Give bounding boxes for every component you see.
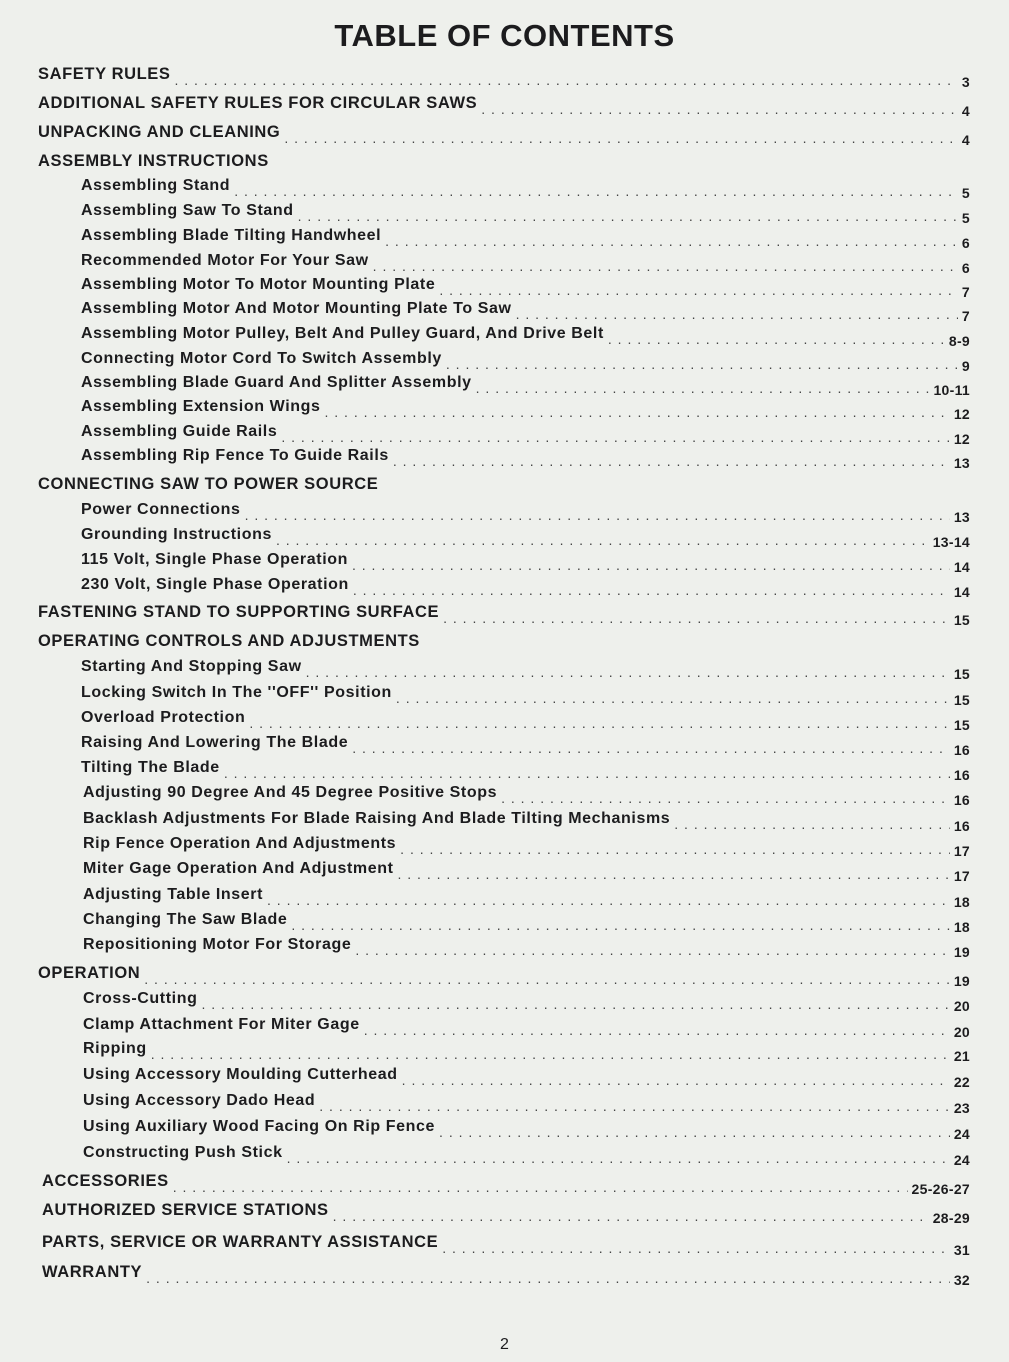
toc-entry-label: Changing The Saw Blade xyxy=(83,911,288,928)
toc-entry-page: 13 xyxy=(953,455,970,471)
toc-entry-label: Assembling Saw To Stand xyxy=(81,202,294,219)
toc-entry-label: OPERATING CONTROLS AND ADJUSTMENTS xyxy=(38,632,420,650)
dot-leader xyxy=(146,1270,950,1286)
dot-leader xyxy=(249,715,949,731)
toc-entry-label: PARTS, SERVICE OR WARRANTY ASSISTANCE xyxy=(42,1233,439,1251)
dot-leader xyxy=(319,1098,950,1114)
dot-leader xyxy=(674,816,950,832)
toc-entry xyxy=(81,225,970,251)
toc-entry-label: Assembling Blade Guard And Splitter Assembly xyxy=(81,374,472,391)
toc-entry-page: 32 xyxy=(953,1272,970,1288)
toc-entry-page: 31 xyxy=(953,1242,970,1258)
toc-entry xyxy=(83,1142,970,1168)
toc-entry-label: Overload Protection xyxy=(81,709,246,726)
toc-entry-label: CONNECTING SAW TO POWER SOURCE xyxy=(38,475,379,493)
toc-entry-page: 14 xyxy=(953,559,970,575)
dot-leader xyxy=(608,331,945,347)
toc-entry-label: Assembling Rip Fence To Guide Rails xyxy=(81,447,389,464)
toc-entry xyxy=(42,1232,970,1258)
dot-leader xyxy=(373,258,958,274)
toc-entry-page: 17 xyxy=(953,843,970,859)
toc-entry xyxy=(83,782,970,808)
dot-leader xyxy=(245,507,950,523)
toc-entry-label: Assembling Stand xyxy=(81,177,231,194)
toc-entry-label: Assembling Motor Pulley, Belt And Pulley Guard, And Drive Belt xyxy=(81,325,604,342)
toc-entry-label: Using Auxiliary Wood Facing On Rip Fence xyxy=(83,1118,436,1135)
toc-entry-label: ACCESSORIES xyxy=(42,1172,169,1190)
dot-leader xyxy=(173,1179,908,1195)
toc-entry xyxy=(81,524,970,550)
dot-leader xyxy=(400,841,950,857)
toc-entry xyxy=(83,1090,970,1116)
toc-entry xyxy=(81,421,970,447)
toc-entry-label: Assembling Extension Wings xyxy=(81,398,321,415)
dot-leader xyxy=(352,557,950,573)
dot-leader xyxy=(393,453,950,469)
toc-entry-page: 19 xyxy=(953,973,970,989)
toc-entry xyxy=(81,298,970,324)
toc-entry-page: 25-26-27 xyxy=(911,1181,970,1197)
toc-entry xyxy=(42,1171,970,1197)
toc-entry-page: 13-14 xyxy=(932,534,970,550)
toc-entry xyxy=(38,64,970,90)
toc-entry xyxy=(83,1014,970,1040)
toc-entry xyxy=(81,323,970,349)
dot-leader xyxy=(151,1046,950,1062)
toc-entry xyxy=(38,93,970,119)
toc-entry-page: 21 xyxy=(953,1048,970,1064)
dot-leader xyxy=(234,183,958,199)
toc-entry-label: SAFETY RULES xyxy=(38,65,171,83)
dot-leader xyxy=(325,404,950,420)
toc-entry-page: 15 xyxy=(953,612,970,628)
toc-entry xyxy=(81,274,970,300)
toc-entry-page: 7 xyxy=(961,308,970,324)
toc-entry-label: WARRANTY xyxy=(42,1263,143,1281)
toc-entry-page: 16 xyxy=(953,818,970,834)
dot-leader xyxy=(298,208,958,224)
toc-entry-page: 5 xyxy=(961,210,970,226)
toc-entry xyxy=(81,707,970,733)
toc-entry-label: Starting And Stopping Saw xyxy=(81,658,302,675)
toc-entry xyxy=(81,549,970,575)
toc-entry-page: 6 xyxy=(961,260,970,276)
dot-leader xyxy=(287,1150,950,1166)
dot-leader xyxy=(284,130,958,146)
toc-entry-label: Raising And Lowering The Blade xyxy=(81,734,349,751)
toc-entry-page: 19 xyxy=(953,944,970,960)
toc-entry-label: Assembling Blade Tilting Handwheel xyxy=(81,227,382,244)
toc-entry xyxy=(38,963,970,989)
toc-entry-page: 16 xyxy=(953,767,970,783)
toc-entry xyxy=(42,1200,970,1226)
toc-entry-label: Adjusting Table Insert xyxy=(83,886,264,903)
toc-entry xyxy=(83,934,970,960)
toc-entry xyxy=(38,474,970,494)
dot-leader xyxy=(276,532,929,548)
toc-entry-label: Adjusting 90 Degree And 45 Degree Positive Stops xyxy=(83,784,498,801)
page-number: 2 xyxy=(500,1336,509,1353)
dot-leader xyxy=(355,942,949,958)
dot-leader xyxy=(267,892,950,908)
toc-entry xyxy=(38,631,970,651)
toc-entry-label: Cross-Cutting xyxy=(83,990,198,1007)
toc-entry xyxy=(81,396,970,422)
dot-leader xyxy=(306,664,950,680)
dot-leader xyxy=(442,1240,950,1256)
toc-entry xyxy=(81,348,970,374)
toc-entry-label: ASSEMBLY INSTRUCTIONS xyxy=(38,152,269,170)
dot-leader xyxy=(439,1124,950,1140)
toc-entry xyxy=(38,602,970,628)
toc-entry-page: 16 xyxy=(953,792,970,808)
toc-entry xyxy=(83,858,970,884)
toc-entry-page: 22 xyxy=(953,1074,970,1090)
toc-entry-label: UNPACKING AND CLEANING xyxy=(38,123,281,141)
toc-entry xyxy=(81,574,970,600)
toc-entry xyxy=(38,122,970,148)
toc-entry-label: Assembling Motor And Motor Mounting Plate To Saw xyxy=(81,300,512,317)
dot-leader xyxy=(352,740,950,756)
dot-leader xyxy=(476,380,930,396)
dot-leader xyxy=(396,690,950,706)
toc-entry-label: Recommended Motor For Your Saw xyxy=(81,252,369,269)
toc-entry-page: 12 xyxy=(953,431,970,447)
toc-entry-page: 20 xyxy=(953,1024,970,1040)
toc-entry xyxy=(81,682,970,708)
toc-entry-page: 12 xyxy=(953,406,970,422)
toc-entry-label: FASTENING STAND TO SUPPORTING SURFACE xyxy=(38,603,440,621)
dot-leader xyxy=(385,233,958,249)
toc-entry-label: 230 Volt, Single Phase Operation xyxy=(81,576,349,593)
toc-entry xyxy=(81,757,970,783)
toc-entry xyxy=(42,1262,970,1288)
toc-entry xyxy=(83,1064,970,1090)
toc-entry xyxy=(83,1038,970,1064)
toc-entry-page: 15 xyxy=(953,717,970,733)
toc-entry-label: ADDITIONAL SAFETY RULES FOR CIRCULAR SAWS xyxy=(38,94,478,112)
toc-entry-label: Rip Fence Operation And Adjustments xyxy=(83,835,397,852)
toc-entry-label: Grounding Instructions xyxy=(81,526,272,543)
toc-entry xyxy=(81,372,970,398)
toc-entry-label: Backlash Adjustments For Blade Raising And Blade Tilting Mechanisms xyxy=(83,810,671,827)
page-title: TABLE OF CONTENTS xyxy=(334,18,675,53)
dot-leader xyxy=(291,917,949,933)
toc-entry-label: Using Accessory Moulding Cutterhead xyxy=(83,1066,398,1083)
toc-entry-label: Miter Gage Operation And Adjustment xyxy=(83,860,394,877)
toc-entry-label: Repositioning Motor For Storage xyxy=(83,936,352,953)
toc-entry-label: Power Connections xyxy=(81,501,241,518)
toc-entry xyxy=(38,151,970,171)
toc-entry xyxy=(81,175,970,201)
toc-entry xyxy=(83,808,970,834)
toc-entry-page: 9 xyxy=(961,358,970,374)
toc-entry-label: Locking Switch In The ''OFF'' Position xyxy=(81,684,392,701)
dot-leader xyxy=(144,971,950,987)
toc-entry xyxy=(81,200,970,226)
dot-leader xyxy=(481,101,958,117)
toc-entry-page: 7 xyxy=(961,284,970,300)
toc-entry-page: 10-11 xyxy=(933,382,970,398)
dot-leader xyxy=(333,1208,929,1224)
dot-leader xyxy=(201,996,949,1012)
toc-entry-page: 15 xyxy=(953,692,970,708)
dot-leader xyxy=(443,610,950,626)
toc-entry-label: Clamp Attachment For Miter Gage xyxy=(83,1016,360,1033)
toc-entry-page: 24 xyxy=(953,1152,970,1168)
toc-entry-page: 20 xyxy=(953,998,970,1014)
dot-leader xyxy=(353,582,950,598)
toc-entry-label: OPERATION xyxy=(38,964,141,982)
toc-entry-label: Constructing Push Stick xyxy=(83,1144,283,1161)
toc-entry-page: 3 xyxy=(961,74,970,90)
toc-entry-page: 24 xyxy=(953,1126,970,1142)
toc-entry-page: 18 xyxy=(953,919,970,935)
toc-entry-label: Assembling Guide Rails xyxy=(81,423,278,440)
dot-leader xyxy=(224,765,950,781)
toc-entry-label: Tilting The Blade xyxy=(81,759,220,776)
dot-leader xyxy=(402,1072,950,1088)
dot-leader xyxy=(364,1022,950,1038)
toc-entry xyxy=(83,988,970,1014)
toc-entry-label: Connecting Motor Cord To Switch Assembly xyxy=(81,350,442,367)
dot-leader xyxy=(175,72,958,88)
toc-entry-page: 17 xyxy=(953,868,970,884)
toc-entry-page: 18 xyxy=(953,894,970,910)
dot-leader xyxy=(501,790,950,806)
toc-entry xyxy=(81,445,970,471)
toc-entry-page: 23 xyxy=(953,1100,970,1116)
toc-entry xyxy=(83,833,970,859)
dot-leader xyxy=(398,866,950,882)
dot-leader xyxy=(281,429,949,445)
toc-entry-page: 4 xyxy=(961,132,970,148)
toc-entry-page: 4 xyxy=(961,103,970,119)
dot-leader xyxy=(439,282,958,298)
toc-entry-label: AUTHORIZED SERVICE STATIONS xyxy=(42,1201,329,1219)
dot-leader xyxy=(516,306,958,322)
toc-entry xyxy=(83,884,970,910)
toc-entry-label: Ripping xyxy=(83,1040,147,1057)
toc-entry-page: 8-9 xyxy=(948,333,970,349)
toc-entry-label: 115 Volt, Single Phase Operation xyxy=(81,551,348,568)
toc-entry xyxy=(83,909,970,935)
toc-entry xyxy=(81,250,970,276)
toc-entry xyxy=(81,656,970,682)
toc-entry-page: 6 xyxy=(961,235,970,251)
toc-entry-page: 5 xyxy=(961,185,970,201)
toc-entry-page: 15 xyxy=(953,666,970,682)
toc-entry xyxy=(81,499,970,525)
toc-entry-page: 28-29 xyxy=(932,1210,970,1226)
toc-entry xyxy=(83,1116,970,1142)
toc-entry-page: 14 xyxy=(953,584,970,600)
toc-entry xyxy=(81,732,970,758)
toc-entry-page: 16 xyxy=(953,742,970,758)
toc-entry-label: Using Accessory Dado Head xyxy=(83,1092,316,1109)
dot-leader xyxy=(446,356,958,372)
toc-entry-page: 13 xyxy=(953,509,970,525)
toc-entry-label: Assembling Motor To Motor Mounting Plate xyxy=(81,276,436,293)
